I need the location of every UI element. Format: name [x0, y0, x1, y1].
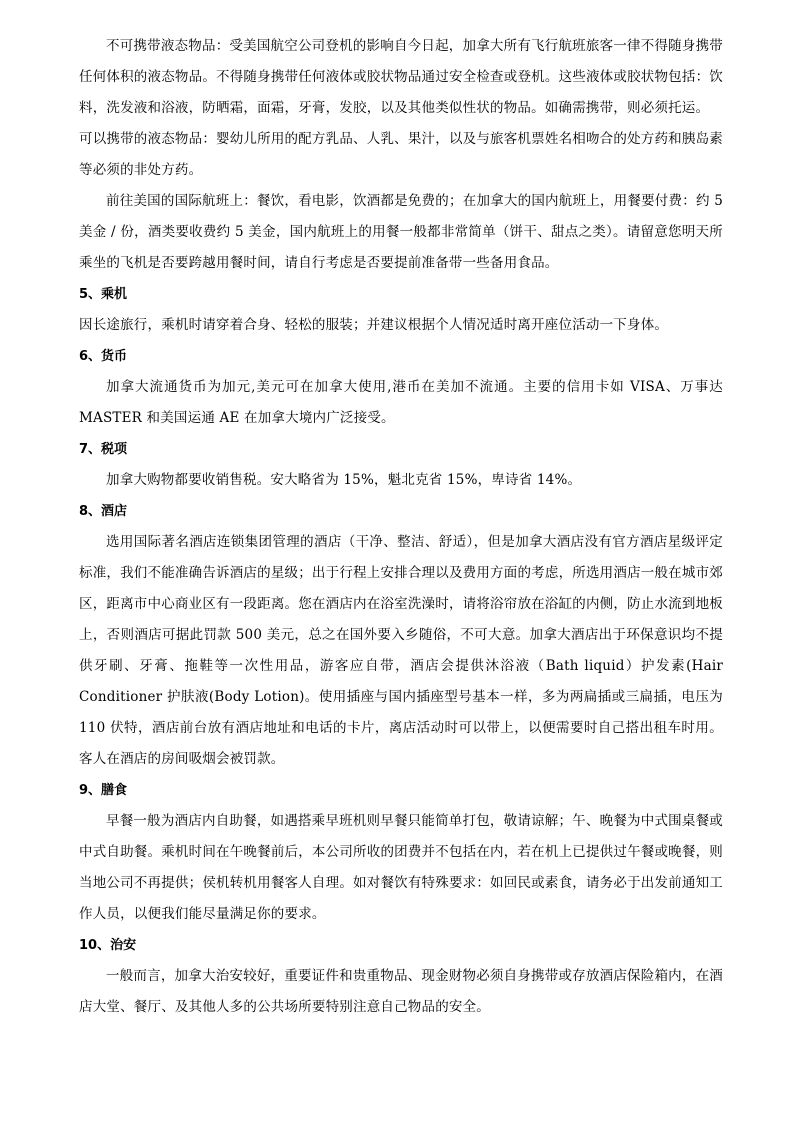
section-heading-tax: 7、税项 — [79, 442, 128, 457]
section-heading-currency: 6、货币 — [79, 349, 128, 364]
document-page — [79, 31, 723, 1023]
meals-paragraph: 早餐一般为酒店内自助餐，如遇搭乘早班机则早餐只能简单打包，敬请谅解；午、晚餐为中式围桌餐或中式自助餐。乘机时间在午晚餐前后，本公司所收的团费并不包括在内，若在机上已提供过午餐或晚餐，则当地公司不再提供；侯机转机用餐客人自理。如对餐饮有特殊要求：如回民或素食，请务必于出发前通知工作人员，以便我们能尽量满足你的要求。 — [79, 813, 723, 922]
section-heading-security: 10、治安 — [79, 938, 137, 953]
liquids-paragraph: 不可携带液态物品：受美国航空公司登机的影响自今日起，加拿大所有飞行航班旅客一律不得随身携带任何体积的液态物品。不得随身携带任何液体或胶状物品通过安全检查或登机。这些液体或胶状物包括：饮料，洗发液和浴液，防晒霜，面霜，牙膏，发胶，以及其他类似性状的物品。如确需携带，则必须托运。 — [79, 38, 723, 116]
section-heading-boarding: 5、乘机 — [79, 287, 128, 302]
security-paragraph: 一般而言，加拿大治安较好，重要证件和贵重物品、现金财物必须自身携带或存放酒店保险箱内，在酒店大堂、餐厅、及其他人多的公共场所要特别注意自己物品的安全。 — [79, 968, 723, 1015]
boarding-paragraph: 因长途旅行，乘机时请穿着合身、轻松的服装；并建议根据个人情况适时离开座位活动一下身体。 — [79, 317, 669, 333]
hotel-paragraph: 选用国际著名酒店连锁集团管理的酒店（干净、整洁、舒适），但是加拿大酒店没有官方酒店星级评定标准，我们不能准确告诉酒店的星级；出于行程上安排合理以及费用方面的考虑，所选用酒店一般在城市郊区，距离市中心商业区有一段距离。您在酒店内在浴室洗澡时，请将浴帘放在浴缸的内侧，防止水流到地板上，否则酒店可据此罚款 500 美元，总之在国外要入乡随俗，不可大意。加拿大酒店出于环保意识均不提供牙刷、牙膏、拖鞋等一次性用品，游客应自带，酒店会提供沐浴液（Bath liquid）护发素(Hair Conditioner 护肤液(Body Lotion)。使用插座与国内插座型号基本一样，多为两扁插或三扁插，电压为 110 伏特，酒店前台放有酒店地址和电话的卡片，离店活动时可以带上，以便需要时自己搭出租车时用。客人在酒店的房间吸烟会被罚款。 — [79, 534, 723, 767]
tax-paragraph: 加拿大购物都要收销售税。安大略省为 15%，魁北克省 15%，卑诗省 14%。 — [106, 472, 582, 488]
inflight-meals-paragraph: 前往美国的国际航班上：餐饮，看电影，饮酒都是免费的；在加拿大的国内航班上，用餐要付费：约 5 美金 / 份，酒类要收费约 5 美金，国内航班上的用餐一般都非常简单（饼干、甜点之类）。请留意您明天所乘坐的飞机是否要跨越用餐时间，请自行考虑是否要提前准备带一些备用食品。 — [79, 193, 723, 271]
currency-paragraph: 加拿大流通货币为加元,美元可在加拿大使用,港币在美加不流通。主要的信用卡如 VISA、万事达 MASTER 和美国运通 AE 在加拿大境内广泛接受。 — [79, 379, 723, 426]
section-heading-meals: 9、膳食 — [79, 783, 128, 798]
section-heading-hotel: 8、酒店 — [79, 504, 128, 519]
allowed-liquids-paragraph: 可以携带的液态物品：婴幼儿所用的配方乳品、人乳、果汁，以及与旅客机票姓名相吻合的处方药和胰岛素等必须的非处方药。 — [79, 131, 723, 178]
